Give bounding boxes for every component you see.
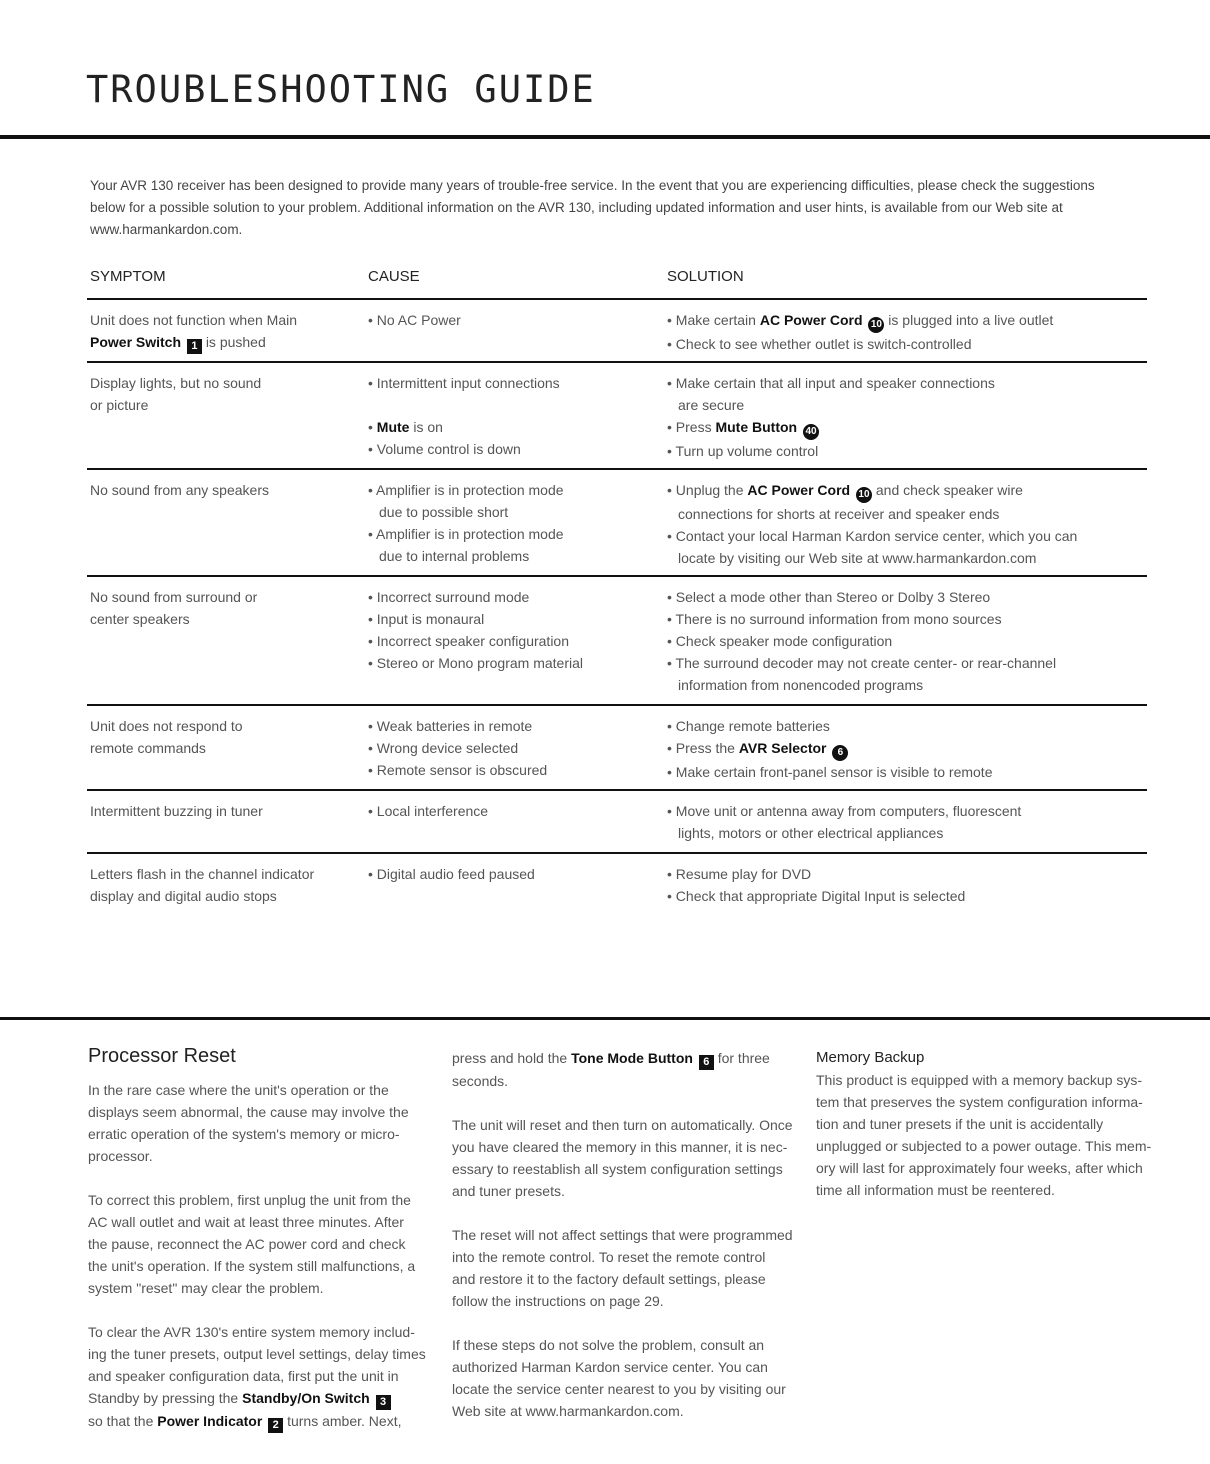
intro-paragraph [90,175,1120,241]
symptom-cell: Letters flash in the channel indicator display and digital audio stops [90,866,315,904]
symptom-cell: Display lights, but no sound or picture [90,375,262,413]
processor-reset-column-1 [88,1045,426,1455]
memory-backup-column [816,1047,1152,1223]
solution-cell: • Unplug the AC Power Cord 10 and check speaker wire connections for shorts at receiver and speaker ends • Contact your local Harman Kardon service center, which you can locate by visiting our Web site at www.harmankardon.com [667,482,1078,566]
processor-reset-column-2 [452,1047,792,1444]
table-row [87,363,1147,470]
ac-power-cord-badge: 10 [856,487,872,503]
header-solution: SOLUTION [667,268,744,285]
memory-backup-title: Memory Backup [816,1049,925,1066]
avr-selector-badge: 6 [832,745,848,761]
cause-cell: • Weak batteries in remote • Wrong device selected • Remote sensor is obscured [368,718,548,778]
solution-cell: • Make certain that all input and speaker connections are secure • Press Mute Button 40 • Turn up volume control [667,375,995,459]
intro-line: below for a possible solution to your problem. Additional information on the AVR 130, including updated information and user hints, is available from our Web site at [90,200,1063,215]
ac-power-cord-badge: 10 [868,317,884,333]
cause-cell: • Intermittent input connections • Mute is on • Volume control is down [368,375,560,457]
symptom-cell: No sound from any speakers [90,482,269,498]
table-row [87,706,1147,791]
troubleshooting-table [87,262,1147,915]
power-switch-badge: 1 [187,339,202,354]
solution-cell: • Change remote batteries • Press the AVR Selector 6 • Make certain front-panel sensor is visible to remote [667,718,993,780]
cause-cell: • Amplifier is in protection mode due to possible short • Amplifier is in protection mode due to internal problems [368,482,564,564]
header-symptom: SYMPTOM [90,268,166,285]
solution-cell: • Resume play for DVD • Check that appropriate Digital Input is selected [667,866,966,904]
table-row [87,577,1147,706]
page-title: TROUBLESHOOTING GUIDE [86,68,596,111]
table-row [87,791,1147,854]
table-row [87,854,1147,915]
intro-line: www.harmankardon.com. [90,222,243,237]
title-divider [0,135,1210,139]
table-header [87,262,1147,300]
processor-reset-title: Processor Reset [88,1045,236,1067]
cause-cell: • Incorrect surround mode • Input is monaural • Incorrect speaker configuration • Stereo or Mono program material [368,589,583,671]
paragraph: This product is equipped with a memory backup sys- tem that preserves the system configuration informa- tion and tuner presets if the unit is accidentally unplugged or subjected to a power outage. This mem- ory will last for approximately four weeks, after which time all information must be reentered. [816,1072,1152,1198]
paragraph: In the rare case where the unit's operation or the displays seem abnormal, the cause may involve the erratic operation of the system's memory or micro- processor. [88,1082,409,1164]
solution-cell: • Make certain AC Power Cord 10 is plugged into a live outlet • Check to see whether outlet is switch-controlled [667,312,1054,352]
paragraph: The unit will reset and then turn on automatically. Once you have cleared the memory in this manner, it is nec- essary to reestablish all system configuration settings and tuner presets. [452,1117,793,1199]
table-row [87,300,1147,363]
paragraph: The reset will not affect settings that were programmed into the remote control. To reset the remote control and restore it to the factory default settings, please follow the instructions on page 29. [452,1227,793,1309]
solution-cell: • Select a mode other than Stereo or Dolby 3 Stereo • There is no surround information from mono sources • Check speaker mode configuration • The surround decoder may not create center- or rear-channel information from nonencoded programs [667,589,1057,693]
symptom-cell: No sound from surround or center speakers [90,589,258,627]
symptom-cell: Unit does not function when Main Power Switch 1 is pushed [90,312,298,352]
cause-cell: • Digital audio feed paused [368,866,535,882]
symptom-cell: Unit does not respond to remote commands [90,718,243,756]
cause-cell: • No AC Power [368,312,461,328]
section-divider [0,1017,1210,1020]
symptom-cell: Intermittent buzzing in tuner [90,803,263,819]
paragraph: press and hold the Tone Mode Button 6 for three seconds. [452,1050,770,1089]
mute-button-badge: 40 [803,424,819,440]
tone-mode-badge: 6 [699,1055,714,1070]
header-cause: CAUSE [368,268,420,285]
power-indicator-badge: 2 [268,1418,283,1433]
table-row [87,470,1147,577]
paragraph: If these steps do not solve the problem, consult an authorized Harman Kardon service center. You can locate the service center nearest to you by visiting our Web site at www.harmankardon.com. [452,1337,786,1419]
cause-cell: • Local interference [368,803,489,819]
paragraph: To correct this problem, first unplug the unit from the AC wall outlet and wait at least three minutes. After the pause, reconnect the AC power cord and check the unit's operation. If the system still malfunctions, a system "reset" may clear the problem. [88,1192,416,1296]
solution-cell: • Move unit or antenna away from computers, fluorescent lights, motors or other electrical appliances [667,803,1022,841]
paragraph: To clear the AVR 130's entire system memory includ- ing the tuner presets, output level settings, delay times and speaker configuration data, first put the unit in Standby by pressing the Standby/On Switch 3 so that the Power Indicator 2 turns amber. Next, [88,1324,426,1431]
intro-line: Your AVR 130 receiver has been designed to provide many years of trouble-free service. In the event that you are experiencing difficulties, please check the suggestions [90,178,1095,193]
standby-switch-badge: 3 [376,1395,391,1410]
